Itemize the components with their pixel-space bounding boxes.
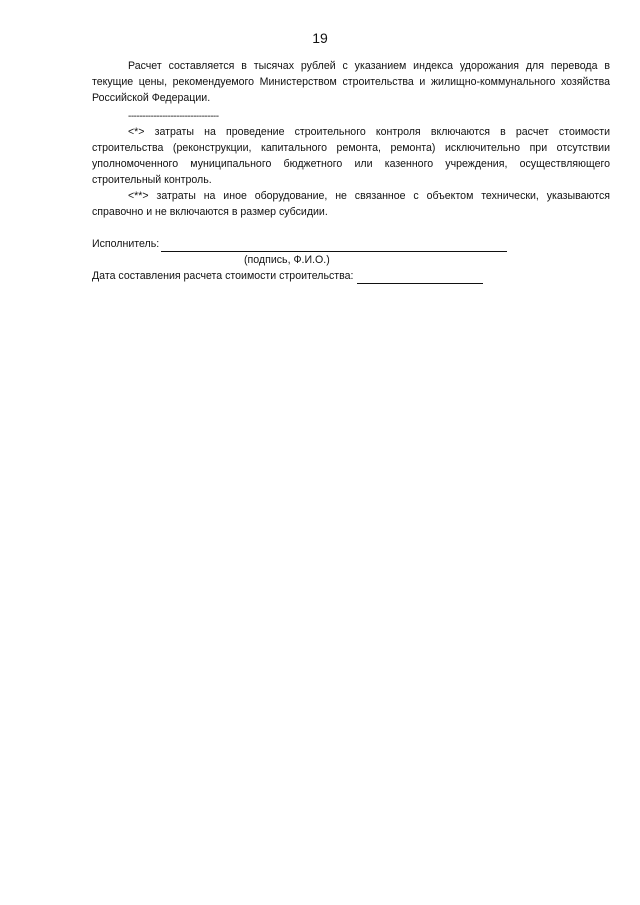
footnote-separator: -------------------------------- bbox=[128, 111, 219, 122]
document-body bbox=[92, 58, 610, 284]
footnote-other-equipment: <**> затраты на иное оборудование, не связанное с объектом технически, указываются справочно и не включаются в размер субсидии. bbox=[92, 190, 610, 218]
date-row bbox=[92, 268, 610, 284]
paragraph-calculation-note: Расчет составляется в тысячах рублей с указанием индекса удорожания для перевода в текущие цены, рекомендуемого Министерством строительства и жилищно-коммунального хозяйства Российской Федерации. bbox=[92, 60, 610, 104]
executor-caption: (подпись, Ф.И.О.) bbox=[244, 254, 330, 266]
date-label: Дата составления расчета стоимости строительства: bbox=[92, 270, 354, 282]
executor-row bbox=[92, 236, 610, 252]
executor-label: Исполнитель: bbox=[92, 238, 160, 250]
signature-block bbox=[92, 236, 610, 284]
page-number: 19 bbox=[312, 30, 328, 46]
footnote-construction-control: <*> затраты на проведение строительного контроля включаются в расчет стоимости строительства (реконструкции, капитального ремонта, ремонта) исключительно при отсутствии уполномоченного муниципального бюджетного или казенного учреждения, осуществляющего строительный контроль. bbox=[92, 126, 610, 186]
executor-signature-line[interactable] bbox=[161, 239, 507, 252]
date-line[interactable] bbox=[357, 271, 483, 284]
